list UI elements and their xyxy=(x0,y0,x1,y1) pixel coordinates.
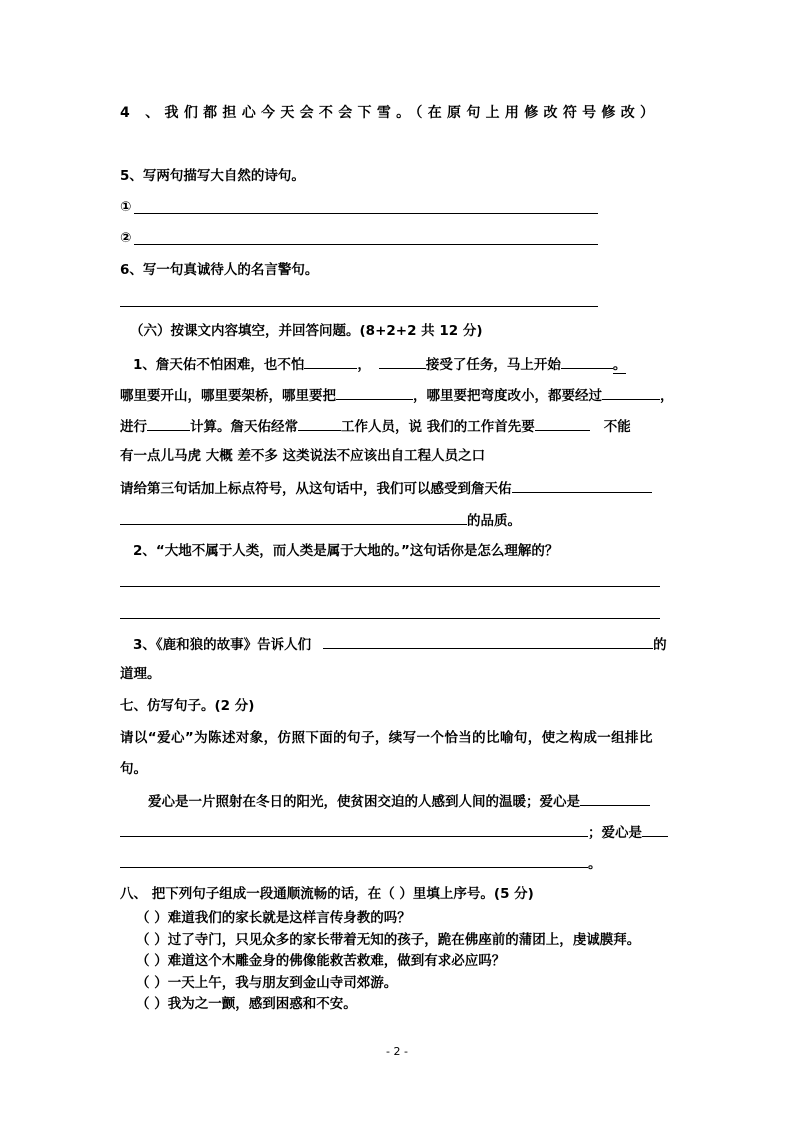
section-7-title: 七、仿写句子。(2 分) xyxy=(120,698,255,714)
s8-paren[interactable]: （ ） xyxy=(136,910,168,926)
s6-q1-line4: 有一点儿马虎 大概 差不多 这类说法不应该出自工程人员之口 xyxy=(120,448,486,464)
s7-example-text: 爱心是一片照射在冬日的阳光，使贫困交迫的人感到人间的温暖；爱心是 xyxy=(148,794,580,810)
s7-line5 xyxy=(120,853,602,873)
s6-q1-text-i: 计算。詹天佑经常 xyxy=(190,419,298,435)
s8-paren[interactable]: （ ） xyxy=(136,996,168,1012)
q6-answer-line[interactable] xyxy=(120,306,598,307)
page-number: - 2 - xyxy=(386,1045,408,1058)
s8-text: 一天上午，我与朋友到金山寺司郊游。 xyxy=(167,975,398,991)
s8-paren[interactable]: （ ） xyxy=(136,975,168,991)
blank-8[interactable] xyxy=(535,416,590,431)
s6-q1-text-h: 进行 xyxy=(120,419,147,435)
s8-text: 我为之一颤，感到困惑和不安。 xyxy=(167,996,357,1012)
s6-question-2: 2、“大地不属于人类，而人类是属于大地的。”这句话你是怎么理解的？ xyxy=(133,543,559,559)
blank-15[interactable] xyxy=(120,853,588,868)
blank-5[interactable] xyxy=(602,385,660,400)
blank-11[interactable] xyxy=(323,634,653,649)
s6-q2-answer-line-1[interactable] xyxy=(120,586,660,587)
blank-2[interactable] xyxy=(379,354,426,369)
s6-q1-text-e: 哪里要开山，哪里要架桥，哪里要把 xyxy=(120,388,336,404)
s6-q1-text-l: 请给第三句话加上标点符号，从这句话中，我们可以感受到詹天佑 xyxy=(120,481,512,497)
s7-line4 xyxy=(120,822,668,842)
s6-q1-line3 xyxy=(120,416,631,436)
blank-12[interactable] xyxy=(580,791,650,806)
s7-instruction-line1: 请以“爱心”为陈述对象，仿照下面的句子，续写一个恰当的比喻句，使之构成一组排比 xyxy=(120,730,653,746)
blank-3[interactable] xyxy=(561,354,613,369)
s8-item xyxy=(136,974,397,992)
q5-mark-2: ② xyxy=(120,230,132,246)
s6-q1-text-k: 不能 xyxy=(603,419,631,435)
s6-q1-text-j: 工作人员，说 我们的工作首先要 xyxy=(341,419,535,435)
s8-item xyxy=(136,909,411,927)
s6-q1-text-d: 。 xyxy=(612,357,627,373)
s6-q1-line1 xyxy=(133,354,626,374)
s6-q3-text-a: 3、《鹿和狼的故事》告诉人们 xyxy=(133,637,312,653)
s6-q3-line2: 道理。 xyxy=(120,666,161,682)
q5-answer-line-2[interactable] xyxy=(134,244,598,245)
s8-text: 过了寺门，只见众多的家长带着无知的孩子，跪在佛座前的蒲团上，虔诚膜拜。 xyxy=(167,932,641,948)
s8-text: 难道我们的家长就是这样言传身教的吗？ xyxy=(167,910,411,926)
s6-q1-text-m: 的品质。 xyxy=(467,513,521,529)
s7-example-line xyxy=(148,791,650,811)
blank-9[interactable] xyxy=(512,478,652,493)
blank-6[interactable] xyxy=(147,416,190,431)
s6-q2-answer-line-2[interactable] xyxy=(120,618,660,619)
blank-7[interactable] xyxy=(298,416,341,431)
section-6-title: （六）按课文内容填空，并回答问题。(8+2+2 共 12 分) xyxy=(130,323,483,339)
q5-mark-1: ① xyxy=(120,199,132,215)
section-8-title: 八、 把下列句子组成一段通顺流畅的话，在（ ）里填上序号。(5 分) xyxy=(120,886,534,902)
blank-13[interactable] xyxy=(120,822,588,837)
s6-q1-text-c: 接受了任务，马上开始 xyxy=(425,357,561,373)
s8-text: 难道这个木雕金身的佛像能救苦救难，做到有求必应吗？ xyxy=(167,953,506,969)
question-6: 6、写一句真诚待人的名言警句。 xyxy=(120,262,319,278)
blank-10[interactable] xyxy=(120,510,467,525)
s7-instruction-line2: 句。 xyxy=(120,761,147,777)
q5-answer-line-1[interactable] xyxy=(134,213,598,214)
s6-q1-text-a: 1、詹天佑不怕困难，也不怕 xyxy=(133,357,305,373)
s6-question-3 xyxy=(133,634,667,654)
s6-q1-line6 xyxy=(120,510,521,530)
s8-paren[interactable]: （ ） xyxy=(136,932,168,948)
s6-q3-text-b: 的 xyxy=(653,637,667,653)
s8-paren[interactable]: （ ） xyxy=(136,953,168,969)
s8-item xyxy=(136,995,357,1013)
s8-item xyxy=(136,931,640,949)
question-5: 5、写两句描写大自然的诗句。 xyxy=(120,168,305,184)
blank-1[interactable] xyxy=(304,354,357,369)
s8-item xyxy=(136,952,505,970)
s7-text-c: 。 xyxy=(588,856,602,872)
s7-text-b: ；爱心是 xyxy=(588,825,642,841)
s6-q1-line5 xyxy=(120,478,652,498)
question-4: 4 、我们都担心今天会不会下雪。（在原句上用修改符号修改） xyxy=(120,105,660,121)
blank-14[interactable] xyxy=(642,822,668,837)
s6-q1-text-g: ， xyxy=(660,388,674,404)
s6-q1-text-b: ， xyxy=(357,357,371,373)
s6-q1-line2 xyxy=(120,385,674,405)
blank-4[interactable] xyxy=(336,385,413,400)
s6-q1-text-f: ，哪里要把弯度改小，都要经过 xyxy=(413,388,602,404)
